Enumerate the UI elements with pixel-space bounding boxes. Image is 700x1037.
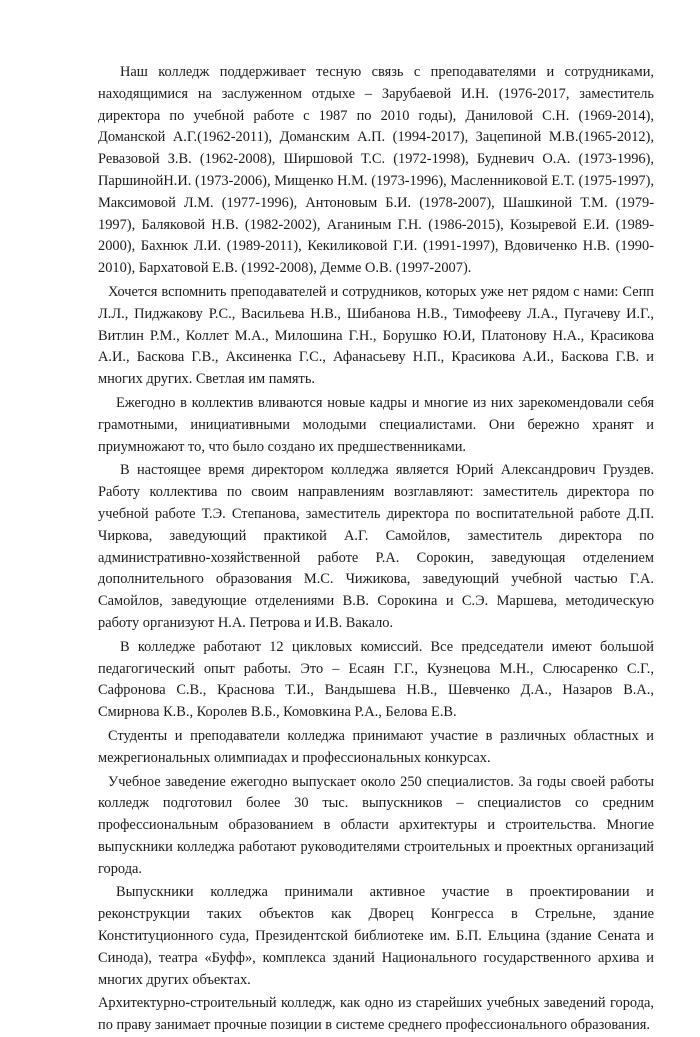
paragraph-commissions: В колледже работают 12 цикловых комиссий. Все председатели имеют большой педагогический опыт работы. Это – Есаян Г.Г., Кузнецова М.Н., Слюсаренко С.Г., Сафронова С.В., Краснова Т.И., Вандышева Н.В., Шевченко Д.А., Назаров В.А., Смирнова К.В., Королев В.Б., Комовкина Р.А., Белова Е.В.: [98, 638, 654, 721]
document-body: [98, 62, 654, 1037]
paragraph-new-staff: Ежегодно в коллектив вливаются новые кадры и многие из них зарекомендовали себя грамотными, инициативными молодыми специалистами. Они бережно хранят и приумножают то, что было создано их предшественниками.: [98, 394, 654, 455]
paragraph-administration: В настоящее время директором колледжа является Юрий Александрович Груздев. Работу коллектива по своим направлениям возглавляют: заместитель директора по учебной работе Т.Э. Степанова, заместитель директора по воспитательной работе Д.П. Чиркова, заведующий практикой А.Г. Самойлов, заместитель директора по административно-хозяйственной работе Р.А. Сорокин, заведующая отделением дополнительного образования М.С. Чижикова, заведующий учебной частью Г.А. Самойлов, заведующие отделениями В.В. Сорокина и С.Э. Маршева, методическую работу организуют Н.А. Петрова и И.В. Вакало.: [98, 462, 654, 631]
paragraph-graduates-count: Учебное заведение ежегодно выпускает около 250 специалистов. За годы своей работы колледж подготовил более 30 тыс. выпускников – специалистов со средним профессиональным образованием в области архитектуры и строительства. Многие выпускники колледжа работают руководителями строительных и проектных организаций города.: [98, 773, 654, 877]
paragraph-olympiads: Студенты и преподаватели колледжа принимают участие в различных областных и межрегиональных олимпиадах и профессиональных конкурсах.: [98, 727, 654, 766]
paragraph-retired-staff: Наш колледж поддерживает тесную связь с преподавателями и сотрудниками, находящимися на заслуженном отдыхе – Зарубаевой И.Н. (1976-2017, заместитель директора по учебной работе с 1987 по 2010 годы), Даниловой С.Н. (1969-2014), Доманской А.Г.(1962-2011), Доманским А.П. (1994-2017), Зацепиной М.В.(1965-2012), Ревазовой З.В. (1962-2008), Ширшовой Т.С. (1972-1998), Будневич О.А. (1973-1996), ПаршинойН.И. (1973-2006), Мищенко Н.М. (1973-1996), Масленниковой Е.Т. (1975-1997), Максимовой Л.М. (1977-1996), Антоновым Б.И. (1978-2007), Шашкиной Т.М. (1979-1997), Баляковой Н.В. (1982-2002), Аганиным Г.Н. (1986-2015), Козыревой Е.И. (1989-2000), Бахнюк Л.И. (1989-2011), Кекиликовой Г.И. (1991-1997), Вдовиченко Н.В. (1990-2010), Бархатовой Е.В. (1992-2008), Демме О.В. (1997-2007).: [98, 64, 654, 277]
paragraph-graduates-projects: Выпускники колледжа принимали активное участие в проектировании и реконструкции таких объектов как Дворец Конгресса в Стрельне, здание Конституционного суда, Президентской библиотеке им. Б.П. Ельцина (здание Сената и Синода), театра «Буфф», комплекса зданий Национального государственного архива и многих других объектах.: [98, 884, 654, 988]
paragraph-memory: Хочется вспомнить преподавателей и сотрудников, которых уже нет рядом с нами: Сепп Л.Л., Пиджакову Р.С., Васильева Н.В., Шибанова Н.В., Тимофееву Л.А., Пугачеву И.Г., Витлин Р.М., Коллет М.А., Милошина Г.Н., Борушко Ю.И, Платонову Н.А., Красикова А.И., Баскова Г.В., Аксиненка Г.С., Афанасьеву Н.П., Красикова А.И., Баскова Г.В. и многих других. Светлая им память.: [98, 283, 654, 388]
paragraph-conclusion: Архитектурно-строительный колледж, как одно из старейших учебных заведений города, по праву занимает прочные позиции в системе среднего профессионального образования.: [98, 995, 654, 1034]
